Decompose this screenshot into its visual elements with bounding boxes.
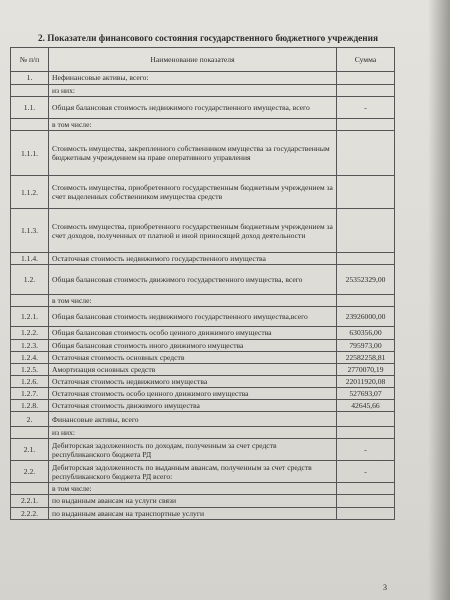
table-row <box>11 507 395 519</box>
row-value: 22582258,81 <box>337 351 395 363</box>
row-num: 1.1.3. <box>11 209 49 253</box>
section-title: 2. Показатели финансового состояния государственного бюджетного учреждения <box>38 34 379 44</box>
table-row <box>11 363 395 375</box>
row-num: 2. <box>11 412 49 427</box>
row-name: Нефинансовые активы, всего: <box>49 72 337 85</box>
table-row <box>11 327 395 339</box>
row-num <box>11 483 49 495</box>
row-name: Стоимость имущества, закрепленного собственником имущества за государственным бюджетным учреждением на праве оперативного управления <box>49 131 337 176</box>
row-name: Общая балансовая стоимость иного движимого имущества <box>49 339 337 351</box>
table-row <box>11 495 395 507</box>
row-num: 1.1.1. <box>11 131 49 176</box>
row-value <box>337 295 395 307</box>
page-shadow <box>428 0 450 600</box>
row-value <box>337 427 395 439</box>
table-row <box>11 387 395 399</box>
row-value: 630356,00 <box>337 327 395 339</box>
row-name: Стоимость имущества, приобретенного государственным бюджетным учреждением за счет выделенных собственником имущества средств <box>49 176 337 209</box>
row-num: 1.2.3. <box>11 339 49 351</box>
row-name: в том числе: <box>49 119 337 131</box>
table-header-row <box>11 48 395 72</box>
row-value <box>337 483 395 495</box>
row-num: 1.1.2. <box>11 176 49 209</box>
table-row <box>11 339 395 351</box>
row-num: 1.1. <box>11 97 49 119</box>
row-name: в том числе: <box>49 483 337 495</box>
indicators-table <box>10 47 395 520</box>
row-num: 1.1.4. <box>11 253 49 265</box>
row-value: 795973,00 <box>337 339 395 351</box>
row-num: 1.2. <box>11 265 49 295</box>
header-num: № п/п <box>11 48 49 72</box>
table-row <box>11 295 395 307</box>
row-value: 25352329,00 <box>337 265 395 295</box>
header-sum: Сумма <box>337 48 395 72</box>
table-row <box>11 483 395 495</box>
row-num: 1.2.5. <box>11 363 49 375</box>
row-name: Общая балансовая стоимость недвижимого государственного имущества,всего <box>49 307 337 327</box>
row-num <box>11 119 49 131</box>
table-row <box>11 461 395 483</box>
row-value: 23926000,00 <box>337 307 395 327</box>
row-name: Остаточная стоимость недвижимого имущества <box>49 375 337 387</box>
row-value <box>337 72 395 85</box>
row-name: Дебиторская задолженность по доходам, полученным за счет средств республиканского бюджета РД <box>49 439 337 461</box>
row-num: 1.2.2. <box>11 327 49 339</box>
row-value: - <box>337 439 395 461</box>
table-row <box>11 351 395 363</box>
header-name: Наименование показателя <box>49 48 337 72</box>
row-name: Общая балансовая стоимость особо ценного движимого имущества <box>49 327 337 339</box>
table-row <box>11 209 395 253</box>
row-num <box>11 85 49 97</box>
row-name: в том числе: <box>49 295 337 307</box>
row-name: по выданным авансам на транспортные услуги <box>49 507 337 519</box>
row-value <box>337 85 395 97</box>
table-row <box>11 265 395 295</box>
table-row <box>11 176 395 209</box>
table-row <box>11 253 395 265</box>
table-row <box>11 85 395 97</box>
row-num: 2.2.1. <box>11 495 49 507</box>
row-value <box>337 131 395 176</box>
row-name: Остаточная стоимость основных средств <box>49 351 337 363</box>
row-num: 1. <box>11 72 49 85</box>
row-num: 2.2.2. <box>11 507 49 519</box>
row-value <box>337 176 395 209</box>
row-value: - <box>337 97 395 119</box>
row-value <box>337 495 395 507</box>
row-name: Остаточная стоимость движимого имущества <box>49 400 337 412</box>
row-num: 1.2.6. <box>11 375 49 387</box>
table-row <box>11 97 395 119</box>
row-value <box>337 119 395 131</box>
row-value: 527693,07 <box>337 387 395 399</box>
row-name: Остаточная стоимость особо ценного движимого имущества <box>49 387 337 399</box>
row-value: - <box>337 461 395 483</box>
row-name: Общая балансовая стоимость движимого государственного имущества, всего <box>49 265 337 295</box>
row-name: Дебиторская задолженность по выданным авансам, полученным за счет средств республиканского бюджета РД всего: <box>49 461 337 483</box>
table-row <box>11 439 395 461</box>
row-num: 2.1. <box>11 439 49 461</box>
row-value <box>337 209 395 253</box>
row-name: Амортизация основных средств <box>49 363 337 375</box>
row-name: Финансовые активы, всего <box>49 412 337 427</box>
row-num: 1.2.7. <box>11 387 49 399</box>
row-name: Общая балансовая стоимость недвижимого государственного имущества, всего <box>49 97 337 119</box>
table-row <box>11 400 395 412</box>
table-row <box>11 412 395 427</box>
row-value <box>337 253 395 265</box>
row-value: 42645,66 <box>337 400 395 412</box>
row-num: 1.2.8. <box>11 400 49 412</box>
row-num <box>11 427 49 439</box>
row-value <box>337 507 395 519</box>
row-num: 1.2.1. <box>11 307 49 327</box>
table-row <box>11 72 395 85</box>
table-row <box>11 119 395 131</box>
row-name: Остаточная стоимость недвижимого государственного имущества <box>49 253 337 265</box>
row-num: 2.2. <box>11 461 49 483</box>
row-name: по выданным авансам на услуги связи <box>49 495 337 507</box>
page-number: 3 <box>383 583 387 592</box>
table-row <box>11 427 395 439</box>
row-num: 1.2.4. <box>11 351 49 363</box>
row-num <box>11 295 49 307</box>
row-value: 22011920,08 <box>337 375 395 387</box>
row-value <box>337 412 395 427</box>
table-row <box>11 375 395 387</box>
row-value: 2770070,19 <box>337 363 395 375</box>
row-name: из них: <box>49 85 337 97</box>
table-row <box>11 307 395 327</box>
table-row <box>11 131 395 176</box>
row-name: из них: <box>49 427 337 439</box>
row-name: Стоимость имущества, приобретенного государственным бюджетным учреждением за счет доходов, полученных от платной и иной приносящей доход деятельности <box>49 209 337 253</box>
